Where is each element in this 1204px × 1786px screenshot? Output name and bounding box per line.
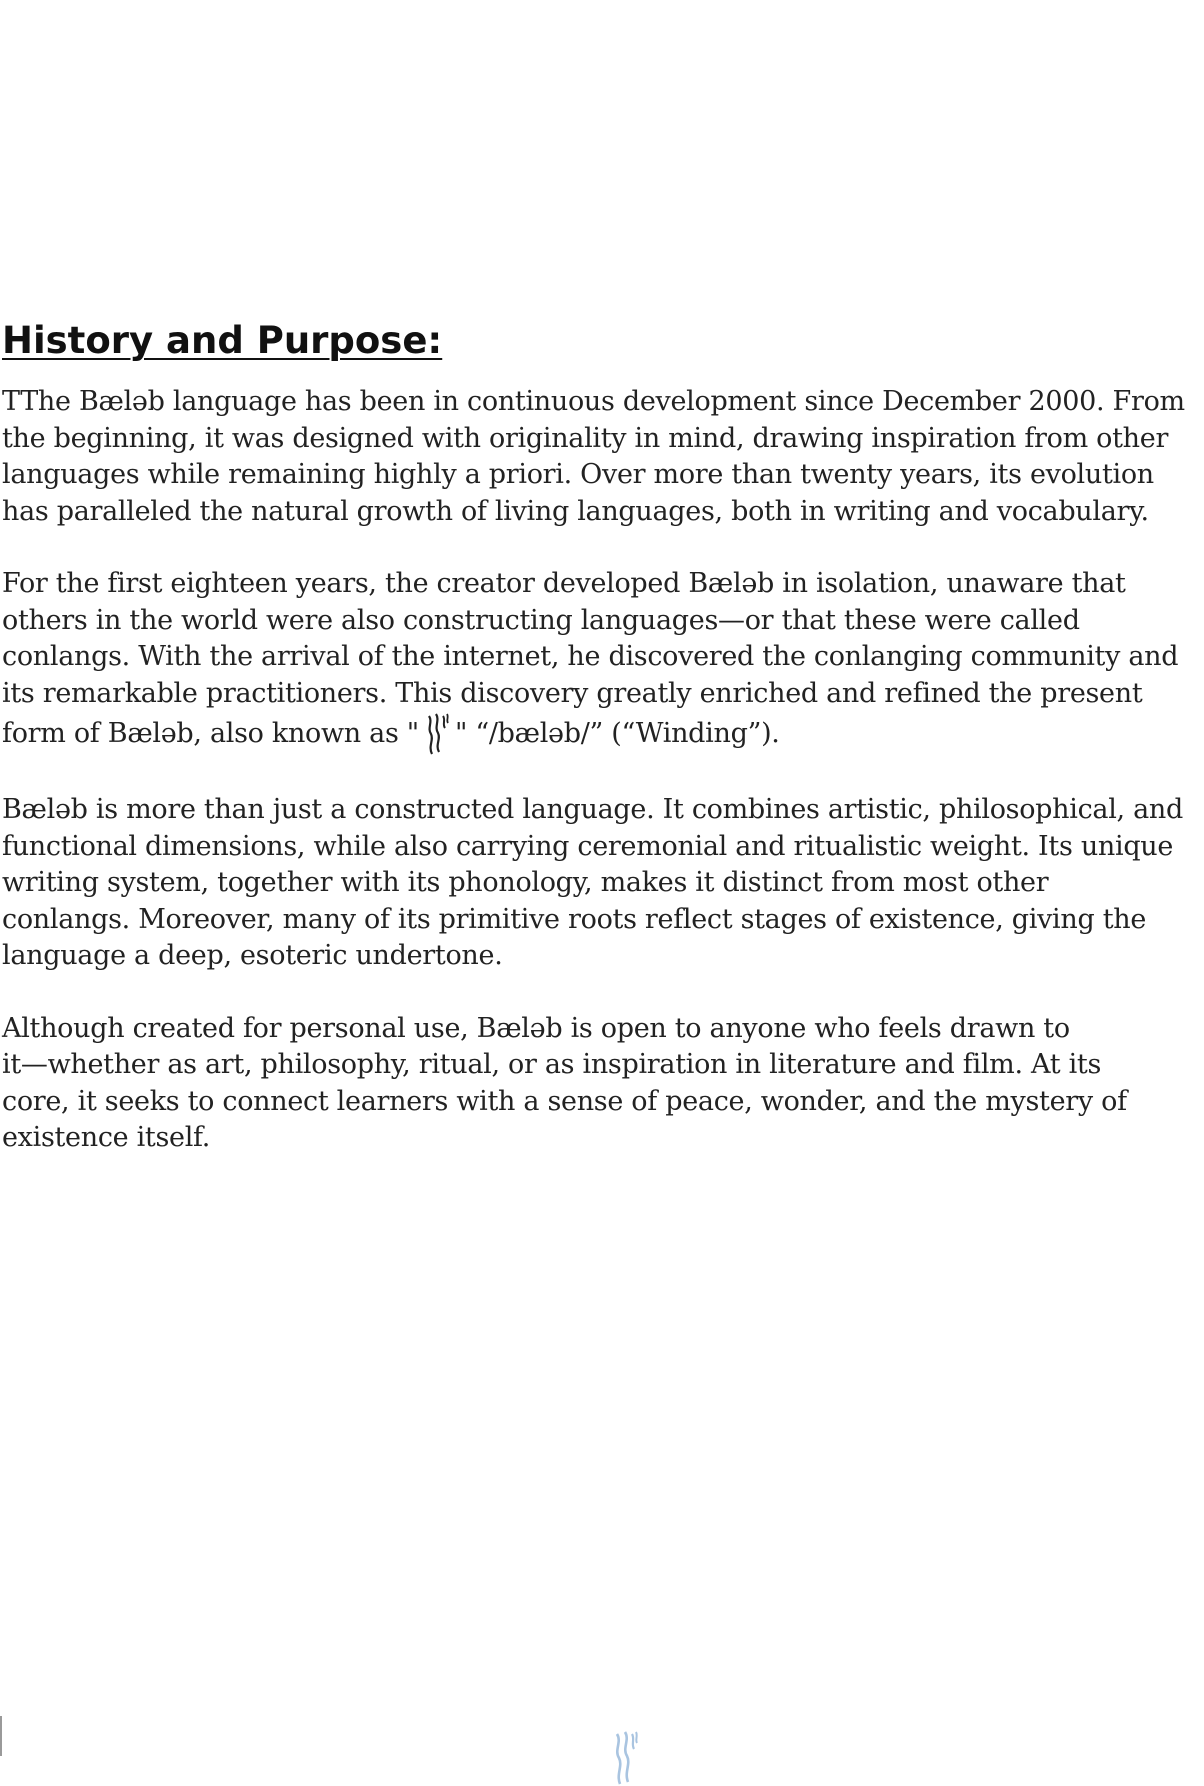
text-line: For the first eighteen years, the creator developed Bæləb in isolation, unaware that: [2, 568, 1126, 599]
text-line: conlangs. With the arrival of the internet, he discovered the conlanging community and: [2, 641, 1179, 672]
text-line: language a deep, esoteric undertone.: [2, 940, 503, 971]
paragraph-4: [2, 1011, 1204, 1157]
text-fragment: form of Bæləb, also known as ": [2, 718, 419, 749]
section-title: History and Purpose:: [2, 319, 443, 362]
paragraph-3: [2, 792, 1204, 975]
text-line: the beginning, it was designed with originality in mind, drawing inspiration from other: [2, 422, 1169, 454]
paragraph-1: [2, 384, 1204, 530]
text-line: writing system, together with its phonology, makes it distinct from most other: [2, 867, 1049, 898]
text-fragment: " “/bæləb/” (“Winding”).: [454, 718, 780, 749]
text-line: Although created for personal use, Bæləb is open to anyone who feels drawn to: [2, 1012, 1070, 1044]
text-line: TThe Bæləb language has been in continuous development since December 2000. From: [2, 386, 1185, 417]
text-line: functional dimensions, while also carrying ceremonial and ritualistic weight. Its unique: [2, 830, 1174, 862]
text-line: has paralleled the natural growth of living languages, both in writing and vocabulary.: [2, 495, 1149, 527]
text-line: languages while remaining highly a priori. Over more than twenty years, its evolution: [2, 459, 1154, 490]
baeleb-script-glyph-icon: [423, 712, 451, 756]
text-line: others in the world were also constructing languages—or that these were called: [2, 604, 1080, 636]
text-line: Bæləb is more than just a constructed language. It combines artistic, philosophical, and: [2, 794, 1183, 825]
text-line: existence itself.: [2, 1122, 211, 1153]
text-line-with-glyph: [2, 712, 1204, 756]
history-section: [2, 318, 1204, 1193]
text-line: it—whether as art, philosophy, ritual, or as inspiration in literature and film. At its: [2, 1049, 1102, 1080]
footer-baeleb-glyph-icon: [610, 1730, 640, 1786]
page-edge-mark: [0, 1716, 2, 1756]
text-line: its remarkable practitioners. This discovery greatly enriched and refined the present: [2, 677, 1143, 709]
text-line: core, it seeks to connect learners with a sense of peace, wonder, and the mystery of: [2, 1085, 1127, 1117]
text-line: conlangs. Moreover, many of its primitive roots reflect stages of existence, giving the: [2, 903, 1147, 935]
paragraph-2: [2, 566, 1204, 756]
